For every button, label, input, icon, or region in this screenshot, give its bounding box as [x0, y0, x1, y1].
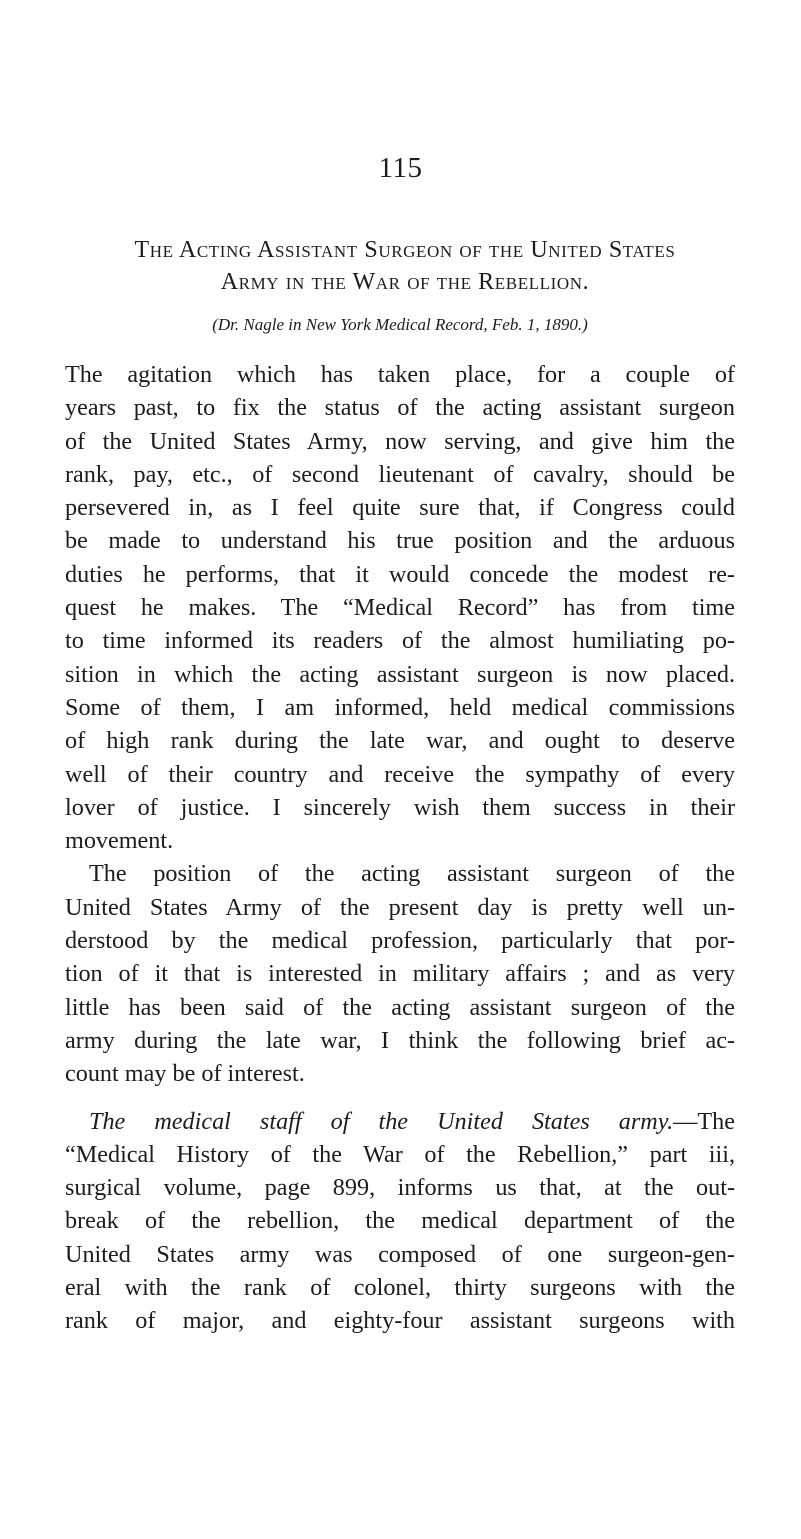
- text-line: be made to understand his true position and the arduous: [65, 527, 735, 555]
- text-line: United States Army of the present day is pretty well un-: [65, 893, 735, 921]
- article-title-line-1: The Acting Assistant Surgeon of the United States: [134, 237, 676, 263]
- text-line: to time informed its readers of the almost humiliating po-: [65, 627, 735, 655]
- article-title: [70, 234, 740, 298]
- text-line: rank, pay, etc., of second lieutenant of cavalry, should be: [65, 460, 735, 488]
- text-line: persevered in, as I feel quite sure that, if Congress could: [65, 494, 735, 522]
- text-line: “Medical History of the War of the Rebellion,” part iii,: [65, 1140, 735, 1168]
- text-line: Some of them, I am informed, held medical commissions: [65, 693, 735, 721]
- text-line: movement.: [65, 827, 174, 855]
- text-line: of the United States Army, now serving, and give him the: [65, 427, 735, 455]
- text-line: break of the rebellion, the medical department of the: [65, 1207, 735, 1235]
- text-line: years past, to fix the status of the acting assistant surgeon: [65, 394, 735, 422]
- text-line: [65, 1105, 735, 1138]
- text-line: The position of the acting assistant surgeon of the: [89, 860, 735, 888]
- text-line: United States army was composed of one surgeon-gen-: [65, 1240, 735, 1268]
- text-line: well of their country and receive the sympathy of every: [65, 760, 735, 788]
- text-line: eral with the rank of colonel, thirty surgeons with the: [65, 1274, 735, 1302]
- text-fragment: —The: [673, 1107, 735, 1135]
- citation: (Dr. Nagle in New York Medical Record, Feb. 1, 1890.): [212, 315, 588, 334]
- paragraph-3: [65, 1105, 735, 1338]
- text-line: sition in which the acting assistant surgeon is now placed.: [65, 660, 735, 688]
- text-line: surgical volume, page 899, informs us that, at the out-: [65, 1174, 735, 1202]
- text-line: of high rank during the late war, and ought to deserve: [65, 727, 735, 755]
- text-line: The agitation which has taken place, for a couple of: [65, 361, 735, 388]
- article-title-line-2: Army in the War of the Rebellion.: [220, 269, 590, 295]
- paragraph-1: [65, 358, 735, 857]
- text-line: quest he makes. The “Medical Record” has from time: [65, 594, 735, 622]
- text-line: tion of it that is interested in military affairs ; and as very: [65, 960, 735, 988]
- text-line: rank of major, and eighty-four assistant surgeons with: [65, 1307, 735, 1335]
- article-body: [65, 358, 735, 1338]
- text-line: duties he performs, that it would concede the modest re-: [65, 560, 735, 588]
- section-gap: [65, 1091, 735, 1105]
- section-heading: The medical staff of the United States army.: [89, 1107, 674, 1135]
- page-number: 115: [378, 152, 423, 184]
- text-line: little has been said of the acting assistant surgeon of the: [65, 993, 735, 1021]
- text-line: army during the late war, I think the following brief ac-: [65, 1026, 735, 1054]
- text-line: lover of justice. I sincerely wish them success in their: [65, 793, 735, 821]
- text-line: count may be of interest.: [65, 1060, 305, 1088]
- text-line: derstood by the medical profession, particularly that por-: [65, 927, 735, 955]
- paragraph-2: [65, 857, 735, 1090]
